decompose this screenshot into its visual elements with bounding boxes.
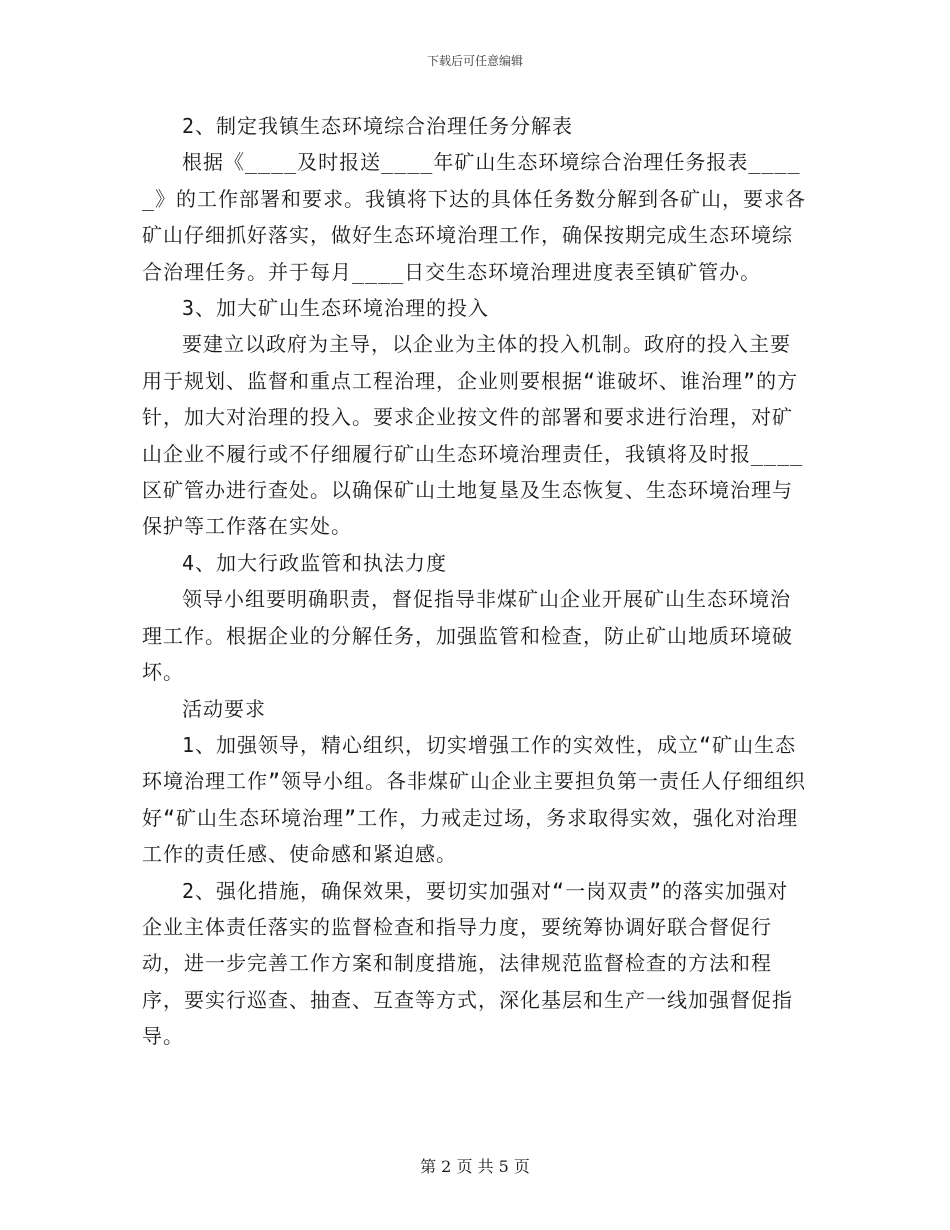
section-heading-4: 4、加大行政监管和执法力度: [182, 550, 448, 575]
section-heading-2: 2、制定我镇生态环境综合治理任务分解表: [182, 114, 574, 138]
header-note: 下载后可任意编辑: [426, 54, 523, 68]
document-body: [142, 108, 808, 1055]
paragraph-requirement-1: 1、加强领导，精心组织，切实增强工作的实效性，成立“矿山生态环境治理工作”领导小组。各非煤矿山企业主要担负第一责任人仔细组织好“矿山生态环境治理”工作，力戒走过场，务求取得实效，强化对治理工作的责任感、使命感和紧迫感。: [142, 732, 807, 867]
paragraph-supervision: 领导小组要明确职责，督促指导非煤矿山企业开展矿山生态环境治理工作。根据企业的分解任务，加强监管和检查，防止矿山地质环境破坏。: [142, 587, 793, 685]
paragraph-investment: 要建立以政府为主导，以企业为主体的投入机制。政府的投入主要用于规划、监督和重点工程治理，企业则要根据“谁破坏、谁治理”的方针，加大对治理的投入。要求企业按文件的部署和要求进行治理，对矿山企业不履行或不仔细履行矿山生态环境治理责任，我镇将及时报____区矿管办进行查处。以确保矿山土地复垦及生态恢复、生态环境治理与保护等工作落在实处。: [142, 332, 804, 539]
paragraph-task-breakdown: 根据《____及时报送____年矿山生态环境综合治理任务报表_____》的工作部署和要求。我镇将下达的具体任务数分解到各矿山，要求各矿山仔细抓好落实，做好生态环境治理工作，确保按期完成生态环境综合治理任务。并于每月____日交生态环境治理进度表至镇矿管办。: [142, 150, 807, 284]
page-number-footer: 第 2 页 共 5 页: [420, 1157, 530, 1176]
paragraph-requirement-2: 2、强化措施，确保效果，要切实加强对“一岗双责”的落实加强对企业主体责任落实的监督检查和指导力度，要统筹协调好联合督促行动，进一步完善工作方案和制度措施，法律规范监督检查的方法和程序，要实行巡查、抽查、互查等方式，深化基层和生产一线加强督促指导。: [142, 878, 793, 1049]
section-heading-activity-requirements: 活动要求: [182, 696, 266, 721]
section-heading-3: 3、加大矿山生态环境治理的投入: [182, 296, 490, 321]
